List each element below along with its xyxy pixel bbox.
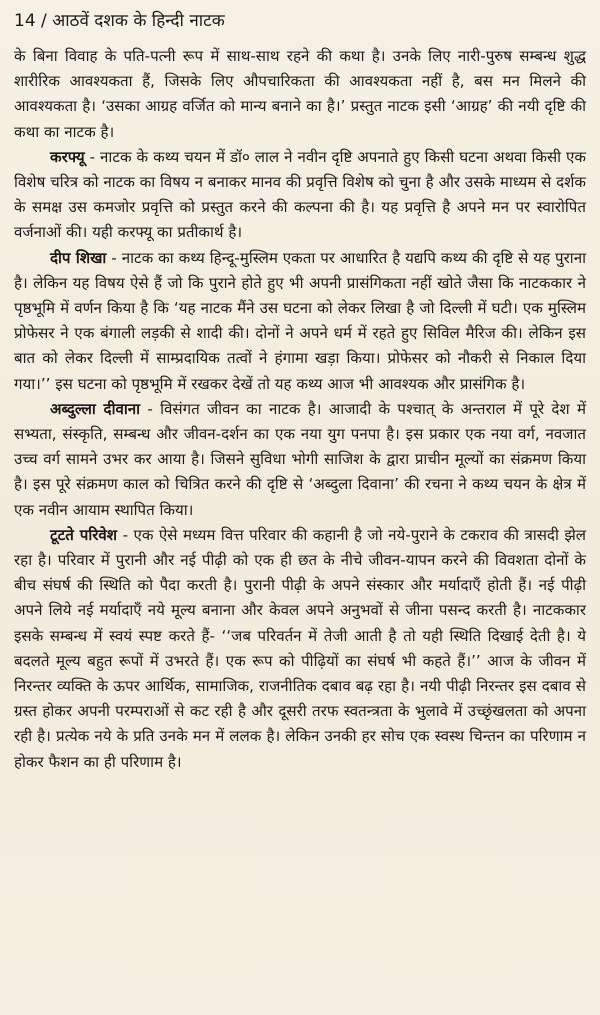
play-title: अब्दुल्ला दीवाना bbox=[50, 399, 141, 418]
paragraph-text: - एक ऐसे मध्यम वित्त परिवार की कहानी है जो नये-पुराने के टकराव की त्रासदी झेल रहा है। परिवार में पुरानी और नई पीढ़ी को एक ही छत के नीचे जीवन-यापन करने की विवशता दोनों के बीच संघर्ष की स्थिति को पैदा करती है। पुरानी पीढ़ी के अपने संस्कार और मर्यादाएँ होती हैं। नई पीढ़ी अपने लिये नई मर्यादाएँ नये मूल्य बनाना और केवल अपने अनुभवों से जीना पसन्द करती है। नाटककार इसके सम्बन्ध में स्वयं स्पष्ट करते हैं- ‘‘जब परिवर्तन में तेजी आती है तो यही स्थिति दिखाई देती है। ये बदलते मूल्य बहुत रूपों में उभरते हैं। एक रूप को पीढ़ियों का संघर्ष भी कहते हैं।’’ आज के जीवन में निरन्तर व्यक्ति के ऊपर आर्थिक, सामाजिक, राजनीतिक दबाव बढ़ रहा है। नयी पीढ़ी निरन्तर इस दबाव से ग्रस्त होकर अपनी परम्पराओं से कट रही है और दूसरी तरफ स्वतन्त्रता के भुलावे में उच्छृंखलता को अपना रही है। प्रत्येक नये के प्रति उनके मन में ललक है। लेकिन उनकी हर सोच एक स्वस्थ चिन्तन का परिणाम न होकर फैशन का ही परिणाम है। bbox=[14, 525, 586, 771]
book-title: आठवें दशक के हिन्दी नाटक bbox=[52, 11, 225, 31]
paragraph-text: - विसंगत जीवन का नाटक है। आजादी के पश्चात् के अन्तराल में पूरे देश में सभ्यता, संस्कृति, सम्बन्ध और जीवन-दर्शन का एक नया युग पनपा है। इस प्रकार एक नया वर्ग, नवजात उच्च वर्ग सामने उभर कर आया है। जिसने सुविधा भोगी साजिश के द्वारा प्राचीन मूल्यों का संक्रमण किया है। इस पूरे संक्रमण काल को चित्रित करने की दृष्टि से ‘अब्दुला दिवाना’ की रचना ने कथ्य चयन के क्षेत्र में एक नवीन आयाम स्थापित किया। bbox=[14, 399, 587, 519]
paragraph-text: - नाटक के कथ्य चयन में डॉ० लाल ने नवीन दृष्टि अपनाते हुए किसी घटना अथवा किसी एक विशेष चरित्र को नाटक का विषय न बनाकर मानव की प्रवृत्ति विशेष को चुना है और उसके माध्यम से दर्शक के समक्ष उस कमजोर प्रवृत्ति को प्रस्तुत करने की कल्पना की है। यह प्रवृत्ति है अपने मन पर स्वारोपित वर्जनाओं की। यही करफ्यू का प्रतीकार्थ है। bbox=[14, 147, 586, 242]
paragraph-deep-shikha bbox=[14, 246, 586, 397]
play-title: टूटते परिवेश bbox=[50, 525, 118, 544]
running-header bbox=[14, 8, 586, 34]
play-title: करफ्यू bbox=[50, 147, 85, 166]
paragraph-continuation bbox=[14, 44, 586, 145]
paragraph-text: के बिना विवाह के पति-पत्नी रूप में साथ-साथ रहने की कथा है। उनके लिए नारी-पुरुष सम्बन्ध शुद्ध शारीरिक आवश्यकता हैं, जिसके लिए औपचारिकता की आवश्यकता नहीं है, बस मन मिलने की आवश्यकता है। ‘उसका आग्रह वर्जित को मान्य बनाने का है।’ प्रस्तुत नाटक इसी ‘आग्रह’ की नयी दृष्टि की कथा का नाटक है। bbox=[14, 47, 586, 141]
paragraph-curfew bbox=[14, 145, 586, 246]
paragraph-abdulla-deewana bbox=[14, 397, 586, 523]
header-separator: / bbox=[41, 11, 47, 31]
page-number: 14 bbox=[14, 11, 36, 31]
play-title: दीप शिखा bbox=[50, 248, 107, 267]
paragraph-tootte-parivesh bbox=[14, 523, 586, 775]
paragraph-text: - नाटक का कथ्य हिन्दू-मुस्लिम एकता पर आधारित है यद्यपि कथ्य की दृष्टि से यह पुराना है। लेकिन यह विषय ऐसे हैं जो कि पुराने होते हुए भी अपनी प्रासंगिकता नहीं खोते जैसा कि नाटककार ने पृष्ठभूमि में वर्णन किया है कि ‘यह नाटक मैंने उस घटना को लेकर लिखा है जो दिल्ली में घटी। एक मुस्लिम प्रोफेसर ने एक बंगाली लड़की से शादी की। दोनों ने अपने धर्म में रहते हुए सिविल मैरिज की। लेकिन इस बात को लेकर दिल्ली में साम्प्रदायिक तत्वों ने हंगामा खड़ा किया। प्रोफेसर को नौकरी से निकाल दिया गया।’’ इस घटना को पृष्ठभूमि में रखकर देखें तो यह कथ्य आज भी आवश्यक और प्रासंगिक है। bbox=[14, 248, 587, 393]
